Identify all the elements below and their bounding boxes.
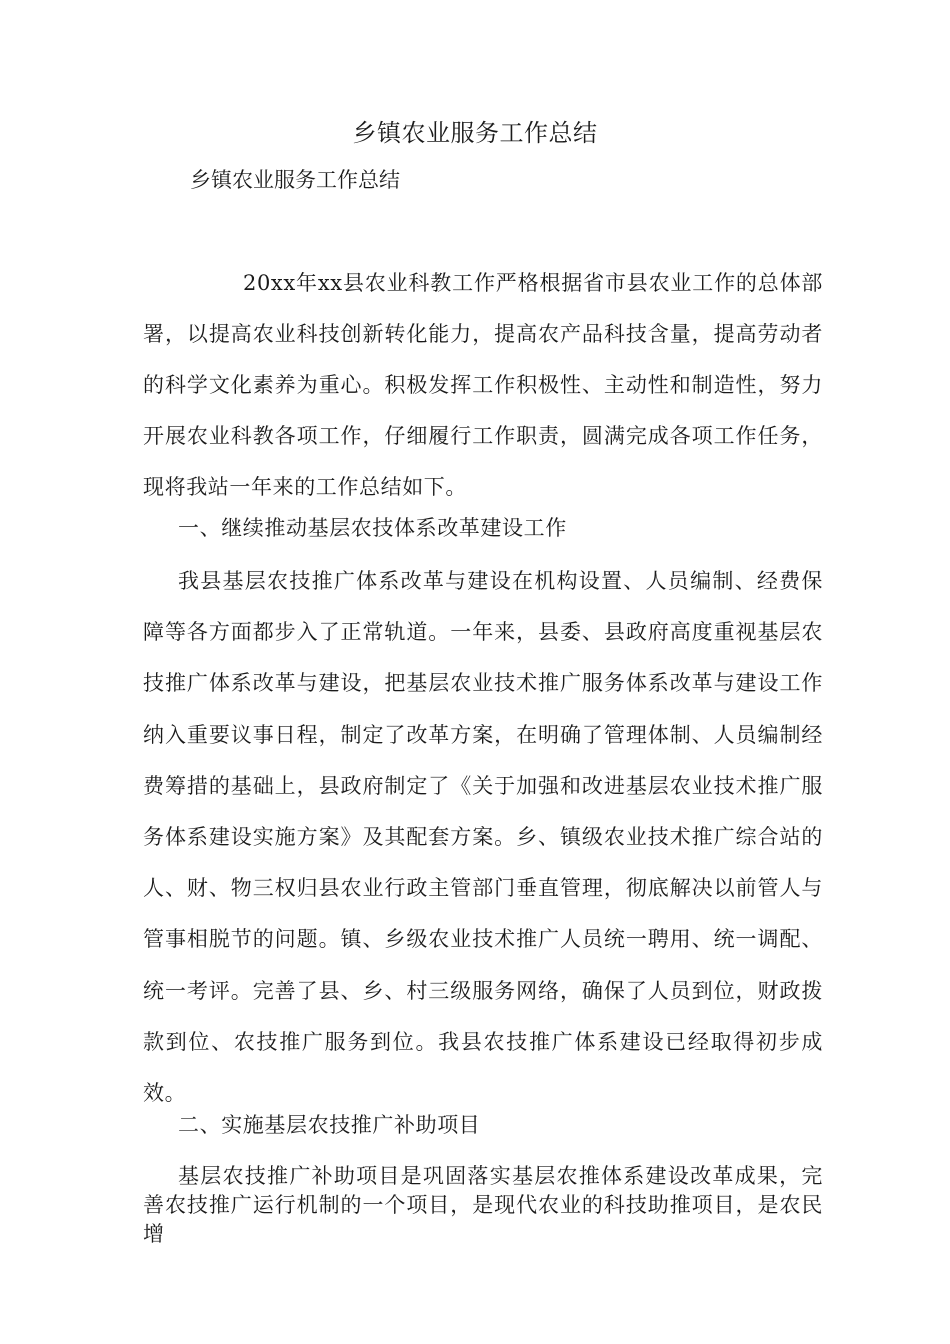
section-heading-2: 二、实施基层农技推广补助项目 bbox=[178, 1113, 481, 1137]
paragraph-intro: 20xx年xx县农业科教工作严格根据省市县农业工作的总体部署，以提高农业科技创新转化能力，提高农产品科技含量，提高劳动者的科学文化素养为重心。积极发挥工作积极性、主动性和制造性，努力开展农业科教各项工作，仔细履行工作职责，圆满完成各项工作任务，现将我站一年来的工作总结如下。 bbox=[143, 271, 823, 499]
document-subtitle: 乡镇农业服务工作总结 bbox=[190, 168, 400, 192]
paragraph-section-2: 基层农技推广补助项目是巩固落实基层农推体系建设改革成果，完善农技推广运行机制的一个项目，是现代农业的科技助推项目，是农民增 bbox=[143, 1164, 823, 1246]
document-title: 乡镇农业服务工作总结 bbox=[352, 119, 598, 147]
paragraph-section-1: 我县基层农技推广体系改革与建设在机构设置、人员编制、经费保障等各方面都步入了正常轨道。一年来，县委、县政府高度重视基层农技推广体系改革与建设，把基层农业技术推广服务体系改革与建设工作纳入重要议事日程，制定了改革方案，在明确了管理体制、人员编制经费筹措的基础上，县政府制定了《关于加强和改进基层农业技术推广服务体系建设实施方案》及其配套方案。乡、镇级农业技术推广综合站的人、财、物三权归县农业行政主管部门垂直管理，彻底解决以前管人与管事相脱节的问题。镇、乡级农业技术推广人员统一聘用、统一调配、统一考评。完善了县、乡、村三级服务网络，确保了人员到位，财政拨款到位、农技推广服务到位。我县农技推广体系建设已经取得初步成效。 bbox=[143, 569, 823, 1106]
section-heading-1: 一、继续推动基层农技体系改革建设工作 bbox=[178, 516, 567, 540]
